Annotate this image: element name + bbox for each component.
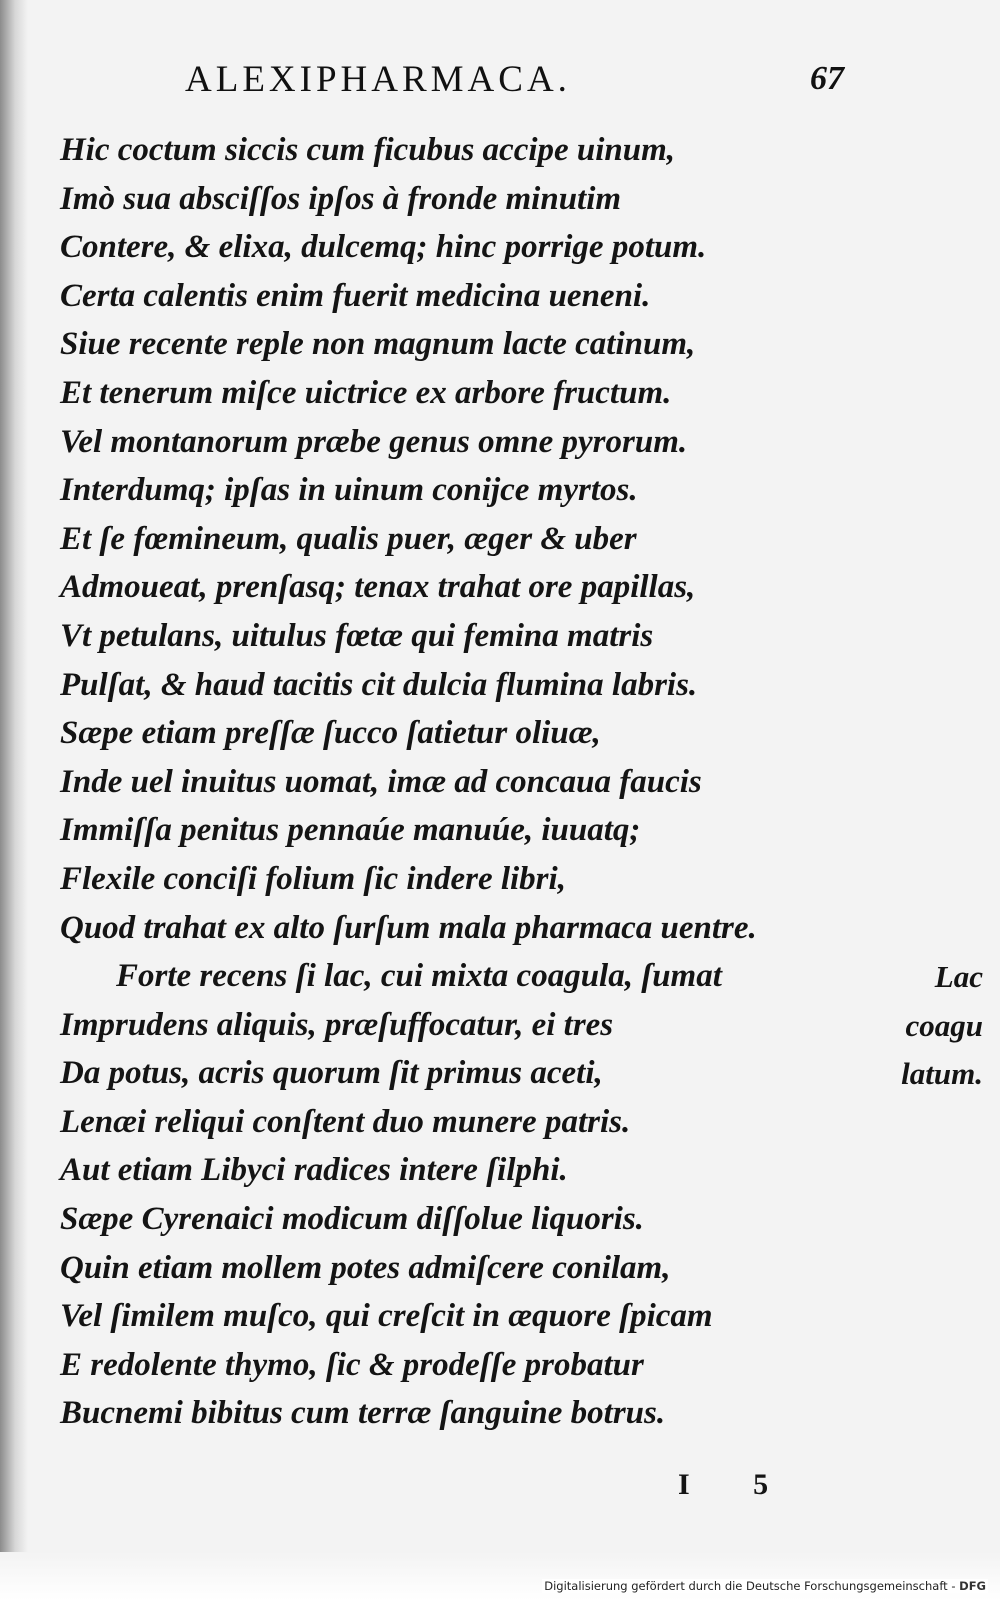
verse-line: Imò sua absciſſos ipſos à fronde minutim xyxy=(60,180,622,217)
verse-line: Bucnemi bibitus cum terræ ſanguine botrus. xyxy=(60,1395,666,1432)
verse-line: Contere, & elixa, dulcemq; hinc porrige potum. xyxy=(60,229,707,266)
verse-line: Quin etiam mollem potes admiſcere conilam, xyxy=(60,1249,671,1286)
marginal-note xyxy=(868,953,983,1099)
verse-line: Certa calentis enim fuerit medicina ueneni. xyxy=(60,277,651,314)
verse-line: Inde uel inuitus uomat, imæ ad concaua faucis xyxy=(60,763,702,800)
marginal-note-line: Lac xyxy=(934,959,983,994)
verse-line: Flexile conciſi folium ſic indere libri, xyxy=(60,860,566,897)
digitization-credit xyxy=(542,1579,988,1593)
verse-line: E redolente thymo, ſic & prodeſſe probatur xyxy=(60,1346,644,1383)
verse-line: Da potus, acris quorum ſit primus aceti, xyxy=(60,1055,603,1092)
verse-block xyxy=(60,126,880,1438)
verse-line: Imprudens aliquis, præſuffocatur, ei tres xyxy=(60,1006,614,1043)
verse-line-indented: Forte recens ſi lac, cui mixta coagula, ſumat xyxy=(116,958,722,995)
signature-mark: I 5 xyxy=(678,1468,797,1501)
verse-line: Vt petulans, uitulus fœtæ qui femina matris xyxy=(60,617,654,654)
verse-line: Immiſſa penitus pennaúe manuúe, iuuatq; xyxy=(60,812,641,849)
marginal-note-line: coagu xyxy=(905,1007,983,1043)
verse-line: Aut etiam Libyci radices intere ſilphi. xyxy=(60,1152,568,1189)
verse-line: Sæpe Cyrenaici modicum diſſolue liquoris. xyxy=(60,1201,644,1238)
page-number: 67 xyxy=(810,60,844,97)
verse-line: Vel ſimilem muſco, qui creſcit in æquore ſpicam xyxy=(60,1298,713,1335)
verse-line: Admoueat, prenſasq; tenax trahat ore papillas, xyxy=(60,569,696,606)
verse-line: Siue recente reple non magnum lacte catinum, xyxy=(60,326,696,363)
running-head: ALEXIPHARMACA. xyxy=(185,59,571,100)
verse-line: Pulſat, & haud tacitis cit dulcia flumina labris. xyxy=(60,666,698,703)
marginal-note-line: latum. xyxy=(901,1056,983,1092)
dfg-logo: DFG xyxy=(959,1579,986,1593)
verse-line: Vel montanorum præbe genus omne pyrorum. xyxy=(60,423,688,460)
credit-text: Digitalisierung gefördert durch die Deutsche Forschungsgemeinschaft - xyxy=(544,1579,956,1593)
verse-line: Et ſe fœmineum, qualis puer, æger & uber xyxy=(60,520,637,557)
verse-line: Interdumq; ipſas in uinum conijce myrtos. xyxy=(60,472,638,509)
verse-line: Hic coctum siccis cum ficubus accipe uinum, xyxy=(60,132,676,168)
verse-line: Sæpe etiam preſſæ ſucco ſatietur oliuæ, xyxy=(60,715,601,752)
verse-line: Lenæi reliqui conſtent duo munere patris. xyxy=(60,1103,631,1140)
verse-line: Quod trahat ex alto ſurſum mala pharmaca uentre. xyxy=(60,909,757,946)
page-gutter-shadow xyxy=(0,0,28,1560)
verse-line: Et tenerum miſce uictrice ex arbore fructum. xyxy=(60,374,672,411)
